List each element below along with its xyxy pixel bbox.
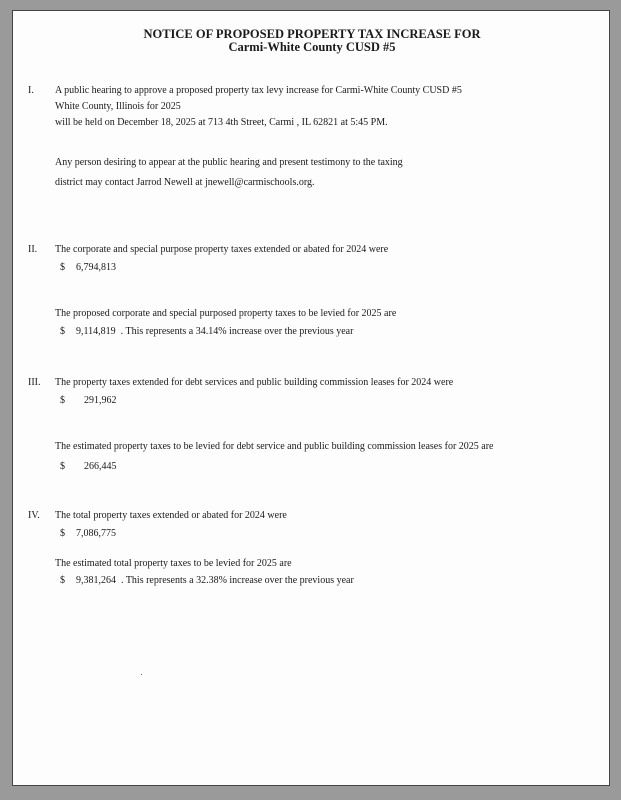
section-1-contact-line-2: district may contact Jarrod Newell at jnewell@carmischools.org. bbox=[55, 177, 315, 188]
scan-speck bbox=[141, 674, 142, 675]
amount-value: 266,445 bbox=[84, 461, 117, 472]
section-4-amount-2 bbox=[60, 575, 354, 587]
amount-value: 9,114,819 bbox=[76, 326, 116, 337]
section-2-line-2: The proposed corporate and special purposed property taxes to be levied for 2025 are bbox=[55, 308, 397, 319]
section-1-line-1: A public hearing to approve a proposed property tax levy increase for Carmi-White County CUSD #5 bbox=[55, 85, 462, 96]
dollar-sign: $ bbox=[60, 262, 65, 273]
section-2-amount-2 bbox=[60, 326, 353, 338]
section-1-line-3: will be held on December 18, 2025 at 713 4th Street, Carmi , IL 62821 at 5:45 PM. bbox=[55, 117, 388, 128]
amount-value: 9,381,264 bbox=[76, 575, 116, 586]
amount-value: 6,794,813 bbox=[76, 262, 116, 273]
dollar-sign: $ bbox=[60, 395, 65, 406]
dollar-sign: $ bbox=[60, 326, 65, 337]
dollar-sign: $ bbox=[60, 461, 65, 472]
section-3-line-2: The estimated property taxes to be levied for debt service and public building commission leases for 2025 are bbox=[55, 441, 494, 452]
section-2-numeral: II. bbox=[28, 244, 38, 255]
dollar-sign: $ bbox=[60, 575, 65, 586]
section-4-amount-1 bbox=[60, 528, 116, 540]
increase-note: . This represents a 32.38% increase over the previous year bbox=[121, 575, 354, 586]
section-3-numeral: III. bbox=[28, 377, 41, 388]
section-4-line-2: The estimated total property taxes to be levied for 2025 are bbox=[55, 558, 292, 569]
amount-value: 291,962 bbox=[84, 395, 117, 406]
district-name-title: Carmi-White County CUSD #5 bbox=[228, 40, 396, 54]
section-1-numeral: I. bbox=[28, 85, 34, 96]
notice-page bbox=[12, 10, 610, 786]
dollar-sign: $ bbox=[60, 528, 65, 539]
increase-note: . This represents a 34.14% increase over the previous year bbox=[120, 326, 354, 337]
section-2-line-1: The corporate and special purpose property taxes extended or abated for 2024 were bbox=[55, 244, 389, 255]
section-4-numeral: IV. bbox=[28, 510, 40, 521]
section-1-line-2: White County, Illinois for 2025 bbox=[55, 101, 181, 112]
section-3-line-1: The property taxes extended for debt services and public building commission leases for 2024 were bbox=[55, 377, 454, 388]
amount-value: 7,086,775 bbox=[76, 528, 116, 539]
notice-title: NOTICE OF PROPOSED PROPERTY TAX INCREASE FOR bbox=[143, 27, 481, 41]
section-2-amount-1 bbox=[60, 262, 116, 274]
section-4-line-1: The total property taxes extended or abated for 2024 were bbox=[55, 510, 287, 521]
section-1-contact-line-1: Any person desiring to appear at the public hearing and present testimony to the taxing bbox=[55, 157, 403, 168]
section-3-amount-2 bbox=[60, 461, 117, 473]
section-3-amount-1 bbox=[60, 395, 117, 407]
